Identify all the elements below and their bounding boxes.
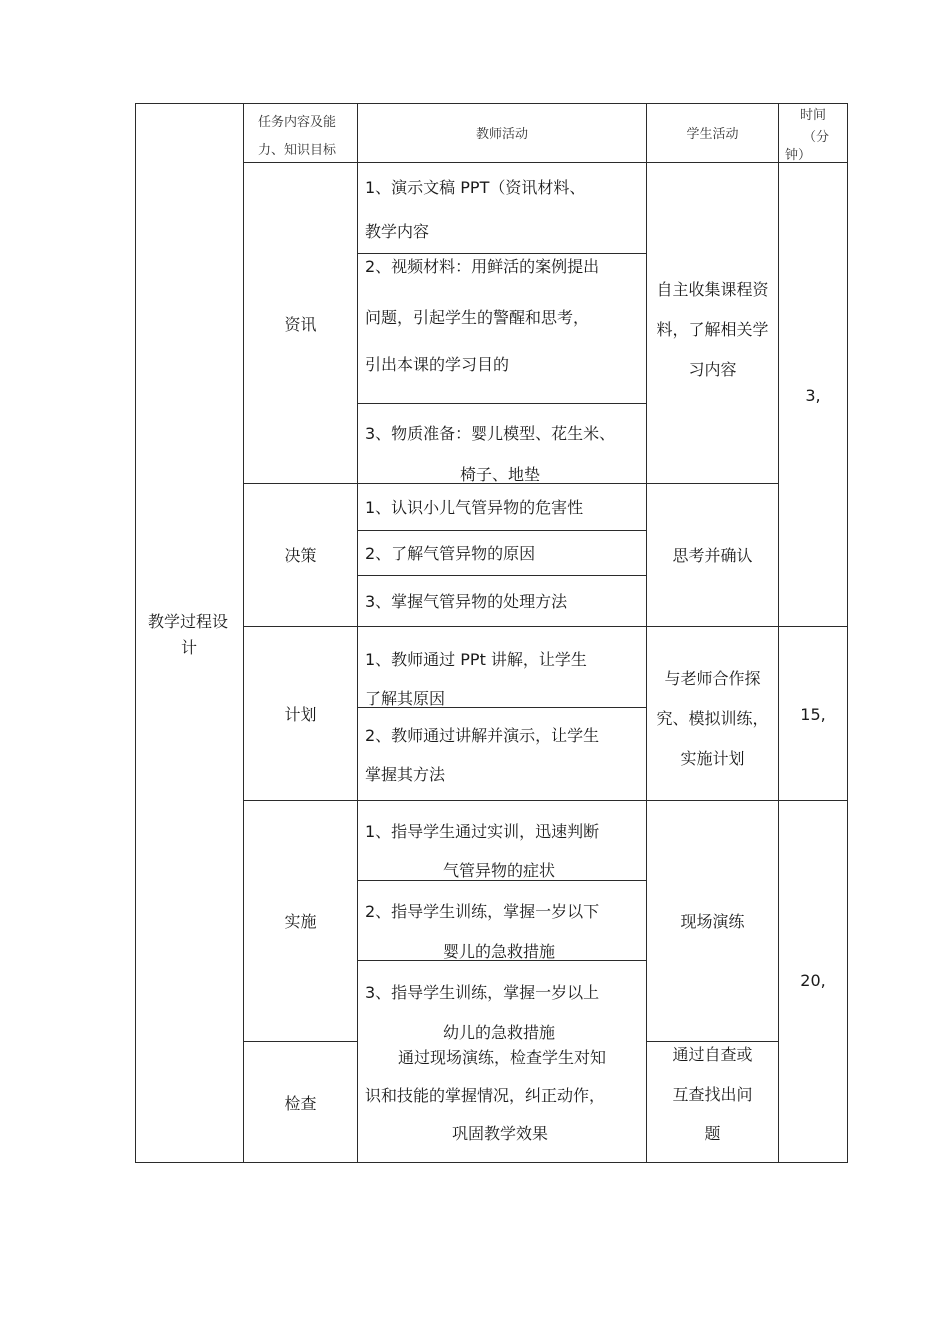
stage-jihua: 计划	[284, 705, 317, 724]
stage-zixun: 资讯	[284, 315, 317, 334]
shishi-teacher-3-line1: 3、指导学生训练，掌握一岁以上	[365, 983, 600, 1002]
zixun-teacher-1-line2: 教学内容	[365, 222, 430, 241]
jihua-student-line1: 与老师合作探	[664, 669, 761, 688]
zixun-teacher-3-line1: 3、物质准备：婴儿模型、花生米、	[365, 424, 616, 443]
jihua-student-line2: 究、模拟训练，	[656, 709, 769, 728]
zixun-student-line1: 自主收集课程资	[656, 280, 769, 299]
zixun-teacher-2-line1: 2、视频材料：用鲜活的案例提出	[365, 257, 600, 276]
jihua-student-line3: 实施计划	[680, 749, 745, 768]
header-student: 学生活动	[686, 127, 739, 142]
shishi-teacher-1-line1: 1、指导学生通过实训，迅速判断	[365, 822, 600, 841]
header-time-line3: 钟）	[785, 148, 812, 163]
time-value-2: 15,	[800, 705, 826, 724]
juece-teacher-1: 1、认识小儿气管异物的危害性	[365, 498, 584, 517]
jiancha-student-line1: 通过自查或	[672, 1045, 753, 1064]
jiancha-student-line2: 互查找出问	[672, 1085, 753, 1104]
jiancha-teacher-line2: 识和技能的掌握情况，纠正动作，	[365, 1086, 606, 1105]
zixun-student-line3: 习内容	[688, 360, 737, 379]
zixun-teacher-1-line1: 1、演示文稿 PPT（资讯材料、	[365, 178, 586, 197]
juece-student: 思考并确认	[672, 546, 753, 565]
time-value-1: 3,	[805, 386, 821, 405]
section-label-line2: 计	[181, 638, 198, 657]
juece-teacher-2: 2、了解气管异物的原因	[365, 544, 536, 563]
shishi-teacher-2-line2: 婴儿的急救措施	[443, 942, 556, 961]
header-time-line1: 时间	[800, 108, 827, 123]
shishi-teacher-3-line2: 幼儿的急救措施	[443, 1023, 556, 1042]
shishi-teacher-2-line1: 2、指导学生训练，掌握一岁以下	[365, 902, 600, 921]
shishi-teacher-1-line2: 气管异物的症状	[443, 861, 556, 880]
jihua-teacher-2-line2: 掌握其方法	[365, 765, 446, 784]
jiancha-teacher-line3: 巩固教学效果	[452, 1124, 549, 1143]
jiancha-teacher-line1: 通过现场演练，检查学生对知	[398, 1048, 607, 1067]
header-task-line1: 任务内容及能	[258, 115, 337, 130]
zixun-teacher-2-line2: 问题，引起学生的警醒和思考，	[365, 308, 590, 327]
stage-shishi: 实施	[284, 912, 317, 931]
juece-teacher-3: 3、掌握气管异物的处理方法	[365, 592, 568, 611]
stage-juece: 决策	[284, 546, 317, 565]
jiancha-student-line3: 题	[704, 1124, 721, 1143]
zixun-student-line2: 料，了解相关学	[656, 320, 769, 339]
jihua-teacher-2-line1: 2、教师通过讲解并演示，让学生	[365, 726, 600, 745]
header-task-line2: 力、知识目标	[258, 143, 337, 158]
jihua-teacher-1-line2: 了解其原因	[365, 689, 446, 708]
stage-jiancha: 检查	[284, 1094, 317, 1113]
section-label-line1: 教学过程设	[148, 612, 229, 631]
header-time-line2: （分	[803, 130, 830, 145]
header-teacher: 教师活动	[475, 127, 528, 142]
time-value-3: 20,	[800, 971, 826, 990]
zixun-teacher-2-line3: 引出本课的学习目的	[365, 355, 510, 374]
shishi-student: 现场演练	[680, 912, 745, 931]
jihua-teacher-1-line1: 1、教师通过 PPt 讲解，让学生	[365, 650, 587, 669]
zixun-teacher-3-line2: 椅子、地垫	[460, 465, 541, 484]
